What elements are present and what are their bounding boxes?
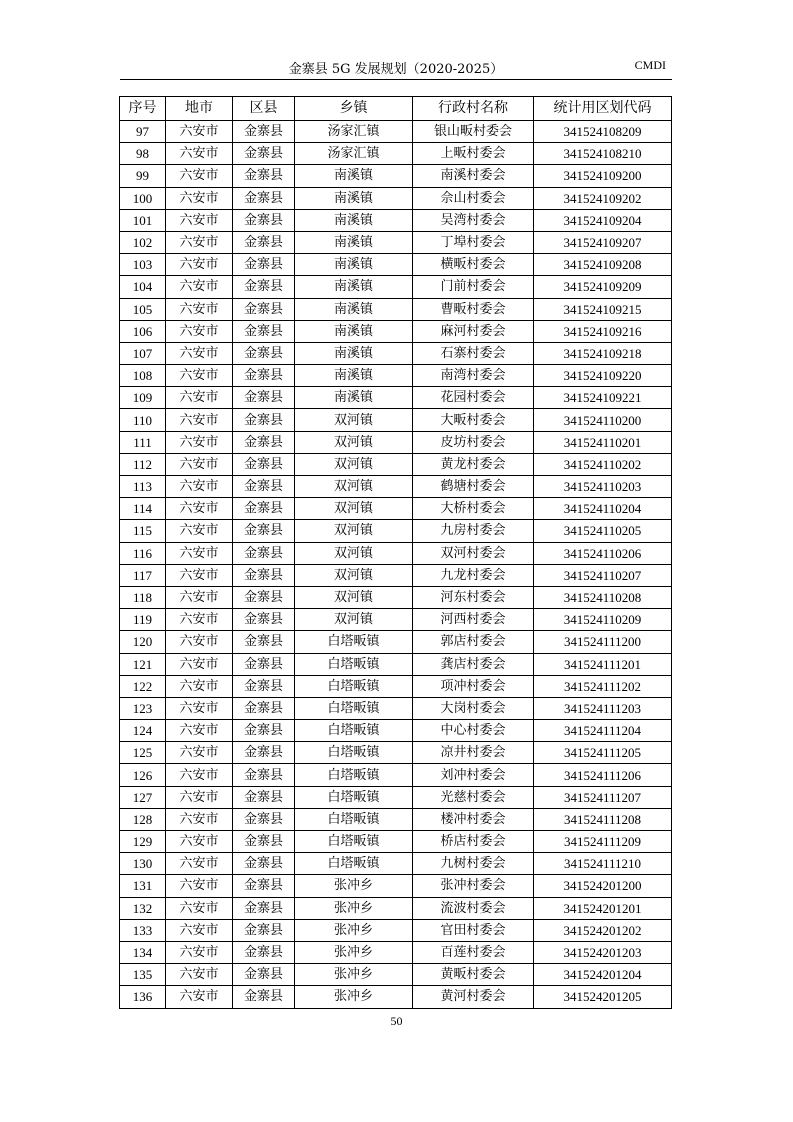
city-cell: 六安市 [166,631,233,653]
village-cell: 黄畈村委会 [413,964,534,986]
county-cell: 金寨县 [233,964,295,986]
township-cell: 张冲乡 [295,941,413,963]
code-cell: 341524108210 [534,143,672,165]
code-cell: 341524201202 [534,919,672,941]
city-cell: 六安市 [166,453,233,475]
code-cell: 341524109218 [534,342,672,364]
code-cell: 341524111205 [534,742,672,764]
village-cell: 张冲村委会 [413,875,534,897]
table-row [120,387,672,409]
table-row [120,897,672,919]
village-cell: 鹤塘村委会 [413,476,534,498]
village-cell: 麻河村委会 [413,320,534,342]
county-cell: 金寨县 [233,853,295,875]
table-row [120,675,672,697]
township-cell: 张冲乡 [295,919,413,941]
city-cell: 六安市 [166,520,233,542]
city-cell: 六安市 [166,897,233,919]
code-cell: 341524109216 [534,320,672,342]
village-cell: 九树村委会 [413,853,534,875]
county-cell: 金寨县 [233,609,295,631]
table-row [120,476,672,498]
table-row [120,520,672,542]
row-index: 121 [120,653,166,675]
table-row [120,808,672,830]
row-index: 135 [120,964,166,986]
row-index: 122 [120,675,166,697]
county-cell: 金寨县 [233,409,295,431]
county-cell: 金寨县 [233,143,295,165]
village-cell: 楼冲村委会 [413,808,534,830]
city-cell: 六安市 [166,165,233,187]
table-header [120,97,672,121]
county-cell: 金寨县 [233,320,295,342]
row-index: 110 [120,409,166,431]
city-cell: 六安市 [166,609,233,631]
township-cell: 白塔畈镇 [295,853,413,875]
township-cell: 汤家汇镇 [295,121,413,143]
county-cell: 金寨县 [233,653,295,675]
table-row [120,609,672,631]
code-cell: 341524110205 [534,520,672,542]
document-title: 金寨县 5G 发展规划（2020-2025） [288,62,504,77]
code-cell: 341524111207 [534,786,672,808]
column-header-index: 序号 [120,97,166,121]
city-cell: 六安市 [166,542,233,564]
township-cell: 南溪镇 [295,365,413,387]
township-cell: 双河镇 [295,586,413,608]
township-cell: 白塔畈镇 [295,631,413,653]
county-cell: 金寨县 [233,764,295,786]
village-cell: 凉井村委会 [413,742,534,764]
row-index: 112 [120,453,166,475]
village-cell: 门前村委会 [413,276,534,298]
county-cell: 金寨县 [233,986,295,1008]
city-cell: 六安市 [166,764,233,786]
row-index: 115 [120,520,166,542]
village-cell: 丁埠村委会 [413,231,534,253]
city-cell: 六安市 [166,476,233,498]
county-cell: 金寨县 [233,209,295,231]
row-index: 133 [120,919,166,941]
code-cell: 341524201201 [534,897,672,919]
code-cell: 341524110208 [534,586,672,608]
header-row [120,97,672,121]
township-cell: 南溪镇 [295,342,413,364]
table-row [120,276,672,298]
city-cell: 六安市 [166,143,233,165]
row-index: 106 [120,320,166,342]
township-cell: 白塔畈镇 [295,808,413,830]
township-cell: 白塔畈镇 [295,720,413,742]
column-header-village: 行政村名称 [413,97,534,121]
code-cell: 341524201203 [534,941,672,963]
table-row [120,254,672,276]
county-cell: 金寨县 [233,897,295,919]
city-cell: 六安市 [166,342,233,364]
county-cell: 金寨县 [233,586,295,608]
township-cell: 南溪镇 [295,254,413,276]
city-cell: 六安市 [166,365,233,387]
row-index: 108 [120,365,166,387]
row-index: 97 [120,121,166,143]
column-header-township: 乡镇 [295,97,413,121]
county-cell: 金寨县 [233,808,295,830]
village-cell: 花园村委会 [413,387,534,409]
row-index: 134 [120,941,166,963]
city-cell: 六安市 [166,431,233,453]
county-cell: 金寨县 [233,342,295,364]
row-index: 118 [120,586,166,608]
village-cell: 光慈村委会 [413,786,534,808]
row-index: 131 [120,875,166,897]
row-index: 113 [120,476,166,498]
county-cell: 金寨县 [233,276,295,298]
village-cell: 黄河村委会 [413,986,534,1008]
city-cell: 六安市 [166,298,233,320]
table-row [120,986,672,1008]
table-row [120,143,672,165]
city-cell: 六安市 [166,409,233,431]
table-row [120,697,672,719]
table-row [120,209,672,231]
row-index: 101 [120,209,166,231]
village-cell: 郭店村委会 [413,631,534,653]
table-body [120,121,672,1009]
code-cell: 341524109215 [534,298,672,320]
city-cell: 六安市 [166,831,233,853]
township-cell: 南溪镇 [295,320,413,342]
village-cell: 项冲村委会 [413,675,534,697]
township-cell: 张冲乡 [295,875,413,897]
city-cell: 六安市 [166,919,233,941]
row-index: 124 [120,720,166,742]
city-cell: 六安市 [166,653,233,675]
column-header-code: 统计用区划代码 [534,97,672,121]
table-row [120,365,672,387]
code-cell: 341524111203 [534,697,672,719]
table-row [120,586,672,608]
county-cell: 金寨县 [233,720,295,742]
code-cell: 341524111208 [534,808,672,830]
table-row [120,653,672,675]
township-cell: 张冲乡 [295,986,413,1008]
village-cell: 中心村委会 [413,720,534,742]
county-cell: 金寨县 [233,231,295,253]
row-index: 104 [120,276,166,298]
column-header-city: 地市 [166,97,233,121]
table-row [120,564,672,586]
code-cell: 341524111210 [534,853,672,875]
township-cell: 白塔畈镇 [295,786,413,808]
township-cell: 南溪镇 [295,187,413,209]
township-cell: 双河镇 [295,498,413,520]
row-index: 132 [120,897,166,919]
table-row [120,941,672,963]
city-cell: 六安市 [166,720,233,742]
county-cell: 金寨县 [233,387,295,409]
village-cell: 上畈村委会 [413,143,534,165]
code-cell: 341524110206 [534,542,672,564]
code-cell: 341524109220 [534,365,672,387]
village-cell: 大畈村委会 [413,409,534,431]
city-cell: 六安市 [166,231,233,253]
code-cell: 341524109200 [534,165,672,187]
village-cell: 吴湾村委会 [413,209,534,231]
table-row [120,742,672,764]
township-cell: 白塔畈镇 [295,697,413,719]
table-row [120,498,672,520]
table-row [120,342,672,364]
county-cell: 金寨县 [233,187,295,209]
code-cell: 341524108209 [534,121,672,143]
row-index: 103 [120,254,166,276]
village-cell: 大岗村委会 [413,697,534,719]
table-row [120,431,672,453]
table-row [120,964,672,986]
county-cell: 金寨县 [233,564,295,586]
city-cell: 六安市 [166,697,233,719]
city-cell: 六安市 [166,675,233,697]
code-cell: 341524201200 [534,875,672,897]
code-cell: 341524110204 [534,498,672,520]
township-cell: 双河镇 [295,453,413,475]
city-cell: 六安市 [166,209,233,231]
township-cell: 双河镇 [295,476,413,498]
table-row [120,764,672,786]
code-cell: 341524201205 [534,986,672,1008]
table-row [120,121,672,143]
county-cell: 金寨县 [233,631,295,653]
village-cell: 佘山村委会 [413,187,534,209]
row-index: 102 [120,231,166,253]
code-cell: 341524110209 [534,609,672,631]
city-cell: 六安市 [166,586,233,608]
county-cell: 金寨县 [233,498,295,520]
row-index: 129 [120,831,166,853]
village-cell: 大桥村委会 [413,498,534,520]
county-cell: 金寨县 [233,165,295,187]
column-header-county: 区县 [233,97,295,121]
header-divider [120,79,672,80]
row-index: 120 [120,631,166,653]
code-cell: 341524110202 [534,453,672,475]
city-cell: 六安市 [166,786,233,808]
township-cell: 张冲乡 [295,897,413,919]
city-cell: 六安市 [166,853,233,875]
township-cell: 汤家汇镇 [295,143,413,165]
city-cell: 六安市 [166,742,233,764]
township-cell: 白塔畈镇 [295,831,413,853]
county-cell: 金寨县 [233,476,295,498]
village-cell: 南溪村委会 [413,165,534,187]
city-cell: 六安市 [166,808,233,830]
row-index: 130 [120,853,166,875]
code-cell: 341524109208 [534,254,672,276]
city-cell: 六安市 [166,941,233,963]
row-index: 109 [120,387,166,409]
village-cell: 曹畈村委会 [413,298,534,320]
table-row [120,542,672,564]
county-cell: 金寨县 [233,786,295,808]
village-cell: 皮坊村委会 [413,431,534,453]
county-cell: 金寨县 [233,831,295,853]
township-cell: 南溪镇 [295,209,413,231]
row-index: 111 [120,431,166,453]
row-index: 126 [120,764,166,786]
village-cell: 横畈村委会 [413,254,534,276]
table-row [120,853,672,875]
county-cell: 金寨县 [233,542,295,564]
city-cell: 六安市 [166,276,233,298]
row-index: 127 [120,786,166,808]
village-cell: 石寨村委会 [413,342,534,364]
code-cell: 341524109207 [534,231,672,253]
township-cell: 双河镇 [295,609,413,631]
township-cell: 白塔畈镇 [295,742,413,764]
table-row [120,875,672,897]
township-cell: 张冲乡 [295,964,413,986]
table-row [120,720,672,742]
village-cell: 龚店村委会 [413,653,534,675]
table-row [120,919,672,941]
township-cell: 南溪镇 [295,231,413,253]
table-row [120,320,672,342]
township-cell: 南溪镇 [295,387,413,409]
code-cell: 341524110207 [534,564,672,586]
village-cell: 南湾村委会 [413,365,534,387]
city-cell: 六安市 [166,986,233,1008]
code-cell: 341524110200 [534,409,672,431]
township-cell: 白塔畈镇 [295,675,413,697]
village-cell: 官田村委会 [413,919,534,941]
row-index: 116 [120,542,166,564]
table-row [120,298,672,320]
township-cell: 双河镇 [295,520,413,542]
village-cell: 刘冲村委会 [413,764,534,786]
page-header [120,52,672,80]
table-row [120,409,672,431]
village-cell: 九房村委会 [413,520,534,542]
code-cell: 341524109209 [534,276,672,298]
village-cell: 银山畈村委会 [413,121,534,143]
county-cell: 金寨县 [233,941,295,963]
county-cell: 金寨县 [233,875,295,897]
row-index: 125 [120,742,166,764]
county-cell: 金寨县 [233,675,295,697]
village-cell: 百莲村委会 [413,941,534,963]
township-cell: 白塔畈镇 [295,653,413,675]
row-index: 98 [120,143,166,165]
code-cell: 341524110201 [534,431,672,453]
county-cell: 金寨县 [233,254,295,276]
table-row [120,786,672,808]
township-cell: 白塔畈镇 [295,764,413,786]
row-index: 100 [120,187,166,209]
row-index: 114 [120,498,166,520]
county-cell: 金寨县 [233,520,295,542]
row-index: 123 [120,697,166,719]
township-cell: 南溪镇 [295,298,413,320]
city-cell: 六安市 [166,187,233,209]
table-row [120,831,672,853]
row-index: 119 [120,609,166,631]
code-cell: 341524111206 [534,764,672,786]
code-cell: 341524201204 [534,964,672,986]
county-cell: 金寨县 [233,742,295,764]
code-cell: 341524109202 [534,187,672,209]
row-index: 136 [120,986,166,1008]
village-cell: 流波村委会 [413,897,534,919]
row-index: 128 [120,808,166,830]
county-cell: 金寨县 [233,431,295,453]
township-cell: 双河镇 [295,564,413,586]
county-cell: 金寨县 [233,697,295,719]
village-cell: 九龙村委会 [413,564,534,586]
city-cell: 六安市 [166,254,233,276]
city-cell: 六安市 [166,498,233,520]
county-cell: 金寨县 [233,919,295,941]
table-row [120,165,672,187]
row-index: 117 [120,564,166,586]
township-cell: 南溪镇 [295,276,413,298]
county-cell: 金寨县 [233,365,295,387]
village-cell: 河西村委会 [413,609,534,631]
table-row [120,187,672,209]
code-cell: 341524111204 [534,720,672,742]
code-cell: 341524109221 [534,387,672,409]
city-cell: 六安市 [166,121,233,143]
city-cell: 六安市 [166,875,233,897]
county-cell: 金寨县 [233,453,295,475]
code-cell: 341524109204 [534,209,672,231]
village-cell: 河东村委会 [413,586,534,608]
county-cell: 金寨县 [233,298,295,320]
row-index: 99 [120,165,166,187]
township-cell: 双河镇 [295,542,413,564]
code-cell: 341524111201 [534,653,672,675]
county-cell: 金寨县 [233,121,295,143]
row-index: 107 [120,342,166,364]
page-number: 50 [390,1014,403,1028]
village-cell: 黄龙村委会 [413,453,534,475]
township-cell: 南溪镇 [295,165,413,187]
city-cell: 六安市 [166,320,233,342]
township-cell: 双河镇 [295,431,413,453]
table-row [120,453,672,475]
row-index: 105 [120,298,166,320]
township-cell: 双河镇 [295,409,413,431]
village-cell: 桥店村委会 [413,831,534,853]
city-cell: 六安市 [166,387,233,409]
code-cell: 341524111209 [534,831,672,853]
city-cell: 六安市 [166,964,233,986]
code-cell: 341524111200 [534,631,672,653]
organization-label: CMDI [634,58,666,72]
table-row [120,231,672,253]
code-cell: 341524110203 [534,476,672,498]
code-cell: 341524111202 [534,675,672,697]
village-cell: 双河村委会 [413,542,534,564]
city-cell: 六安市 [166,564,233,586]
village-table [119,96,672,1009]
table-row [120,631,672,653]
